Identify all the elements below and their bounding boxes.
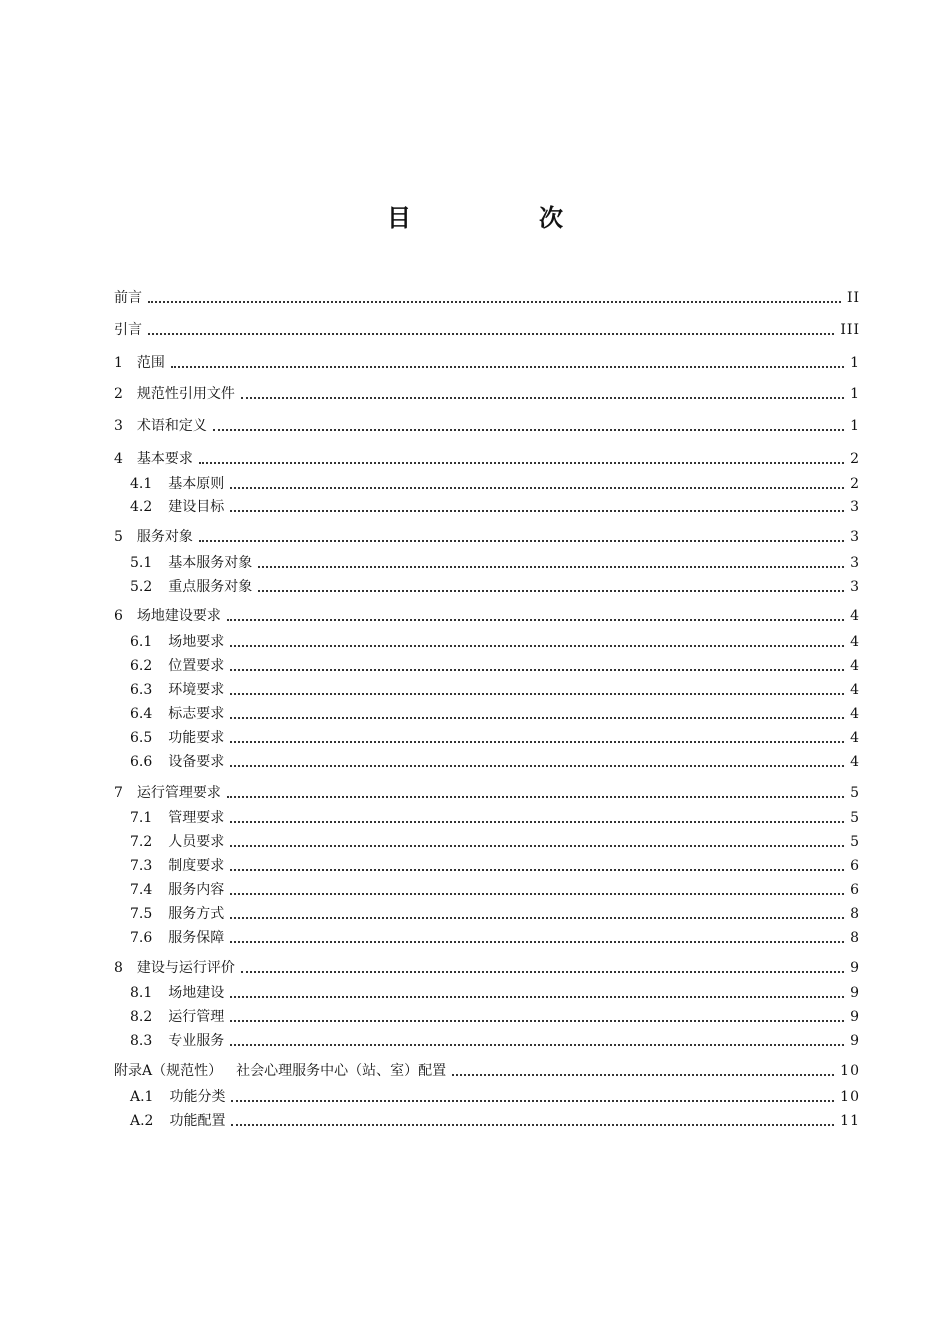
toc-entry[interactable] bbox=[114, 631, 860, 653]
toc-entry-page: 4 bbox=[850, 634, 860, 650]
toc-entry-number: 附录A（规范性） bbox=[114, 1063, 223, 1079]
toc-dot-leader bbox=[230, 893, 844, 895]
toc-entry-page: II bbox=[846, 290, 860, 306]
toc-entry-number: 7.4 bbox=[130, 882, 153, 898]
toc-entry-number: 4.2 bbox=[130, 499, 153, 515]
toc-entry-page: 1 bbox=[850, 386, 860, 402]
toc-entry[interactable] bbox=[114, 576, 860, 598]
toc-entry-title: 服务保障 bbox=[168, 930, 225, 946]
toc-entry-number: 6.4 bbox=[130, 706, 153, 722]
toc-entry[interactable] bbox=[114, 496, 860, 518]
toc-dot-leader bbox=[258, 590, 844, 592]
toc-entry-page: 2 bbox=[850, 476, 860, 492]
toc-entry-title: 人员要求 bbox=[168, 834, 225, 850]
toc-entry-number: 6.5 bbox=[130, 730, 153, 746]
toc-entry[interactable] bbox=[114, 1006, 860, 1028]
toc-dot-leader bbox=[148, 333, 834, 335]
toc-entry[interactable] bbox=[114, 703, 860, 725]
toc-entry[interactable] bbox=[114, 415, 860, 437]
toc-entry[interactable] bbox=[114, 879, 860, 901]
toc-entry-page: 9 bbox=[850, 1009, 860, 1025]
toc-dot-leader bbox=[148, 301, 841, 303]
toc-entry-page: 5 bbox=[850, 834, 860, 850]
toc-entry[interactable] bbox=[114, 383, 860, 405]
toc-entry[interactable] bbox=[114, 1110, 860, 1132]
toc-dot-leader bbox=[241, 971, 844, 973]
toc-entry-number: 5 bbox=[114, 529, 123, 545]
toc-entry-page: 6 bbox=[850, 882, 860, 898]
toc-entry-title: 场地要求 bbox=[168, 634, 225, 650]
toc-dot-leader bbox=[227, 619, 844, 621]
toc-entry-page: 9 bbox=[850, 1033, 860, 1049]
toc-dot-leader bbox=[230, 693, 844, 695]
toc-entry-title: 环境要求 bbox=[168, 682, 225, 698]
toc-entry-title: 制度要求 bbox=[168, 858, 225, 874]
toc-entry-page: 8 bbox=[850, 930, 860, 946]
toc-entry-number: 3 bbox=[114, 418, 123, 434]
toc-entry-title: 范围 bbox=[136, 355, 165, 371]
toc-dot-leader bbox=[230, 1020, 844, 1022]
toc-entry-page: 10 bbox=[840, 1089, 860, 1105]
toc-entry-number: 8 bbox=[114, 960, 123, 976]
toc-entry-title: 规范性引用文件 bbox=[136, 386, 235, 402]
toc-entry[interactable] bbox=[114, 655, 860, 677]
toc-entry-number: 6.1 bbox=[130, 634, 153, 650]
toc-entry[interactable] bbox=[114, 727, 860, 749]
toc-entry-title: 前言 bbox=[114, 290, 142, 306]
toc-dot-leader bbox=[241, 397, 844, 399]
toc-entry-page: 4 bbox=[850, 682, 860, 698]
toc-entry-number: 4 bbox=[114, 451, 123, 467]
toc-entry[interactable] bbox=[114, 903, 860, 925]
toc-entry[interactable] bbox=[114, 1086, 860, 1108]
toc-entry-title: 管理要求 bbox=[168, 810, 225, 826]
toc-entry-page: 10 bbox=[840, 1063, 860, 1079]
toc-entry-number: 5.2 bbox=[130, 579, 153, 595]
toc-entry-page: 4 bbox=[850, 754, 860, 770]
toc-entry[interactable] bbox=[114, 352, 860, 374]
toc-entry-page: 8 bbox=[850, 906, 860, 922]
toc-dot-leader bbox=[231, 1124, 834, 1126]
toc-entry-title: 服务对象 bbox=[136, 529, 193, 545]
toc-entry-page: 4 bbox=[850, 730, 860, 746]
toc-entry[interactable] bbox=[114, 927, 860, 949]
toc-entry-title: 运行管理 bbox=[168, 1009, 225, 1025]
toc-entry-number: 6 bbox=[114, 608, 123, 624]
toc-dot-leader bbox=[258, 566, 844, 568]
toc-entry-page: 6 bbox=[850, 858, 860, 874]
toc-entry-title: 场地建设 bbox=[168, 985, 225, 1001]
toc-entry-number: 6.6 bbox=[130, 754, 153, 770]
toc-dot-leader bbox=[213, 429, 844, 431]
toc-entry-number: 1 bbox=[114, 355, 123, 371]
toc-dot-leader bbox=[230, 645, 844, 647]
toc-entry-title: 服务方式 bbox=[168, 906, 225, 922]
toc-entry-title: 位置要求 bbox=[168, 658, 225, 674]
toc-entry-number: 7.1 bbox=[130, 810, 153, 826]
toc-entry-page: 4 bbox=[850, 658, 860, 674]
toc-dot-leader bbox=[230, 717, 844, 719]
toc-dot-leader bbox=[199, 462, 844, 464]
toc-entry[interactable] bbox=[114, 831, 860, 853]
toc-dot-leader bbox=[230, 741, 844, 743]
toc-entry-number: A.2 bbox=[130, 1113, 154, 1129]
toc-dot-leader bbox=[230, 996, 844, 998]
toc-entry-page: 4 bbox=[850, 706, 860, 722]
toc-entry-title: 运行管理要求 bbox=[136, 785, 221, 801]
toc-entry[interactable] bbox=[114, 982, 860, 1004]
toc-dot-leader bbox=[230, 869, 844, 871]
toc-entry-title: 社会心理服务中心（站、室）配置 bbox=[236, 1063, 447, 1079]
toc-entry-number: 8.3 bbox=[130, 1033, 153, 1049]
toc-entry-page: 3 bbox=[850, 555, 860, 571]
toc-dot-leader bbox=[230, 1044, 844, 1046]
toc-entry[interactable] bbox=[114, 1060, 860, 1082]
toc-entry-number: 5.1 bbox=[130, 555, 153, 571]
toc-entry[interactable] bbox=[114, 448, 860, 470]
toc-entry-page: 3 bbox=[850, 529, 860, 545]
toc-entry[interactable] bbox=[114, 751, 860, 773]
toc-dot-leader bbox=[230, 941, 844, 943]
toc-entry-title: 基本原则 bbox=[168, 476, 225, 492]
toc-entry-number: A.1 bbox=[130, 1089, 154, 1105]
toc-entry-page: 5 bbox=[850, 810, 860, 826]
toc-entry-page: 3 bbox=[850, 499, 860, 515]
toc-entry[interactable] bbox=[114, 605, 860, 627]
toc-entry-title: 功能分类 bbox=[169, 1089, 226, 1105]
toc-entry-page: 4 bbox=[850, 608, 860, 624]
toc-dot-leader bbox=[231, 1100, 834, 1102]
toc-entry[interactable] bbox=[114, 552, 860, 574]
toc-entry-page: III bbox=[840, 322, 860, 338]
toc-entry[interactable] bbox=[114, 782, 860, 804]
toc-entry-title: 功能配置 bbox=[169, 1113, 226, 1129]
toc-entry-number: 7.3 bbox=[130, 858, 153, 874]
toc-entry-title: 服务内容 bbox=[168, 882, 225, 898]
toc-entry-number: 7.6 bbox=[130, 930, 153, 946]
toc-entry[interactable] bbox=[114, 855, 860, 877]
toc-entry[interactable] bbox=[114, 1030, 860, 1052]
toc-entry-page: 2 bbox=[850, 451, 860, 467]
toc-dot-leader bbox=[452, 1074, 834, 1076]
toc-dot-leader bbox=[230, 821, 844, 823]
toc-entry-title: 建设目标 bbox=[168, 499, 225, 515]
toc-entry-page: 5 bbox=[850, 785, 860, 801]
toc-entry[interactable] bbox=[114, 957, 860, 979]
toc-entry-title: 建设与运行评价 bbox=[136, 960, 235, 976]
toc-entry-page: 9 bbox=[850, 960, 860, 976]
toc-entry-number: 6.2 bbox=[130, 658, 153, 674]
toc-dot-leader bbox=[199, 540, 844, 542]
toc-entry-page: 1 bbox=[850, 355, 860, 371]
toc-entry-number: 8.2 bbox=[130, 1009, 153, 1025]
toc-entry-page: 1 bbox=[850, 418, 860, 434]
toc-entry-number: 7.5 bbox=[130, 906, 153, 922]
toc-entry-title: 场地建设要求 bbox=[136, 608, 221, 624]
toc-entry-title: 基本服务对象 bbox=[168, 555, 253, 571]
toc-entry-title: 术语和定义 bbox=[136, 418, 207, 434]
toc-entry-page: 9 bbox=[850, 985, 860, 1001]
toc-entry[interactable] bbox=[114, 807, 860, 829]
toc-entry-title: 标志要求 bbox=[168, 706, 225, 722]
toc-entry-number: 8.1 bbox=[130, 985, 153, 1001]
toc-dot-leader bbox=[230, 510, 844, 512]
toc-entry-number: 2 bbox=[114, 386, 123, 402]
toc-entry-number: 7.2 bbox=[130, 834, 153, 850]
toc-entry-title: 基本要求 bbox=[136, 451, 193, 467]
toc-dot-leader bbox=[230, 765, 844, 767]
toc-entry-number: 4.1 bbox=[130, 476, 153, 492]
toc-entry[interactable] bbox=[114, 319, 860, 341]
toc-entry-title: 重点服务对象 bbox=[168, 579, 253, 595]
toc-entry-title: 专业服务 bbox=[168, 1033, 225, 1049]
toc-entry-number: 7 bbox=[114, 785, 123, 801]
page-title: 目 次 bbox=[387, 204, 615, 232]
toc-entry[interactable] bbox=[114, 526, 860, 548]
toc-entry-number: 6.3 bbox=[130, 682, 153, 698]
toc-dot-leader bbox=[227, 796, 844, 798]
toc-entry-title: 功能要求 bbox=[168, 730, 225, 746]
toc-dot-leader bbox=[230, 669, 844, 671]
toc-dot-leader bbox=[230, 917, 844, 919]
toc-dot-leader bbox=[230, 845, 844, 847]
toc-entry-page: 3 bbox=[850, 579, 860, 595]
toc-dot-leader bbox=[171, 366, 844, 368]
toc-entry[interactable] bbox=[114, 473, 860, 495]
toc-entry[interactable] bbox=[114, 679, 860, 701]
toc-entry-page: 11 bbox=[840, 1113, 860, 1129]
toc-entry[interactable] bbox=[114, 287, 860, 309]
toc-dot-leader bbox=[230, 487, 844, 489]
toc-entry-title: 引言 bbox=[114, 322, 142, 338]
toc-entry-title: 设备要求 bbox=[168, 754, 225, 770]
